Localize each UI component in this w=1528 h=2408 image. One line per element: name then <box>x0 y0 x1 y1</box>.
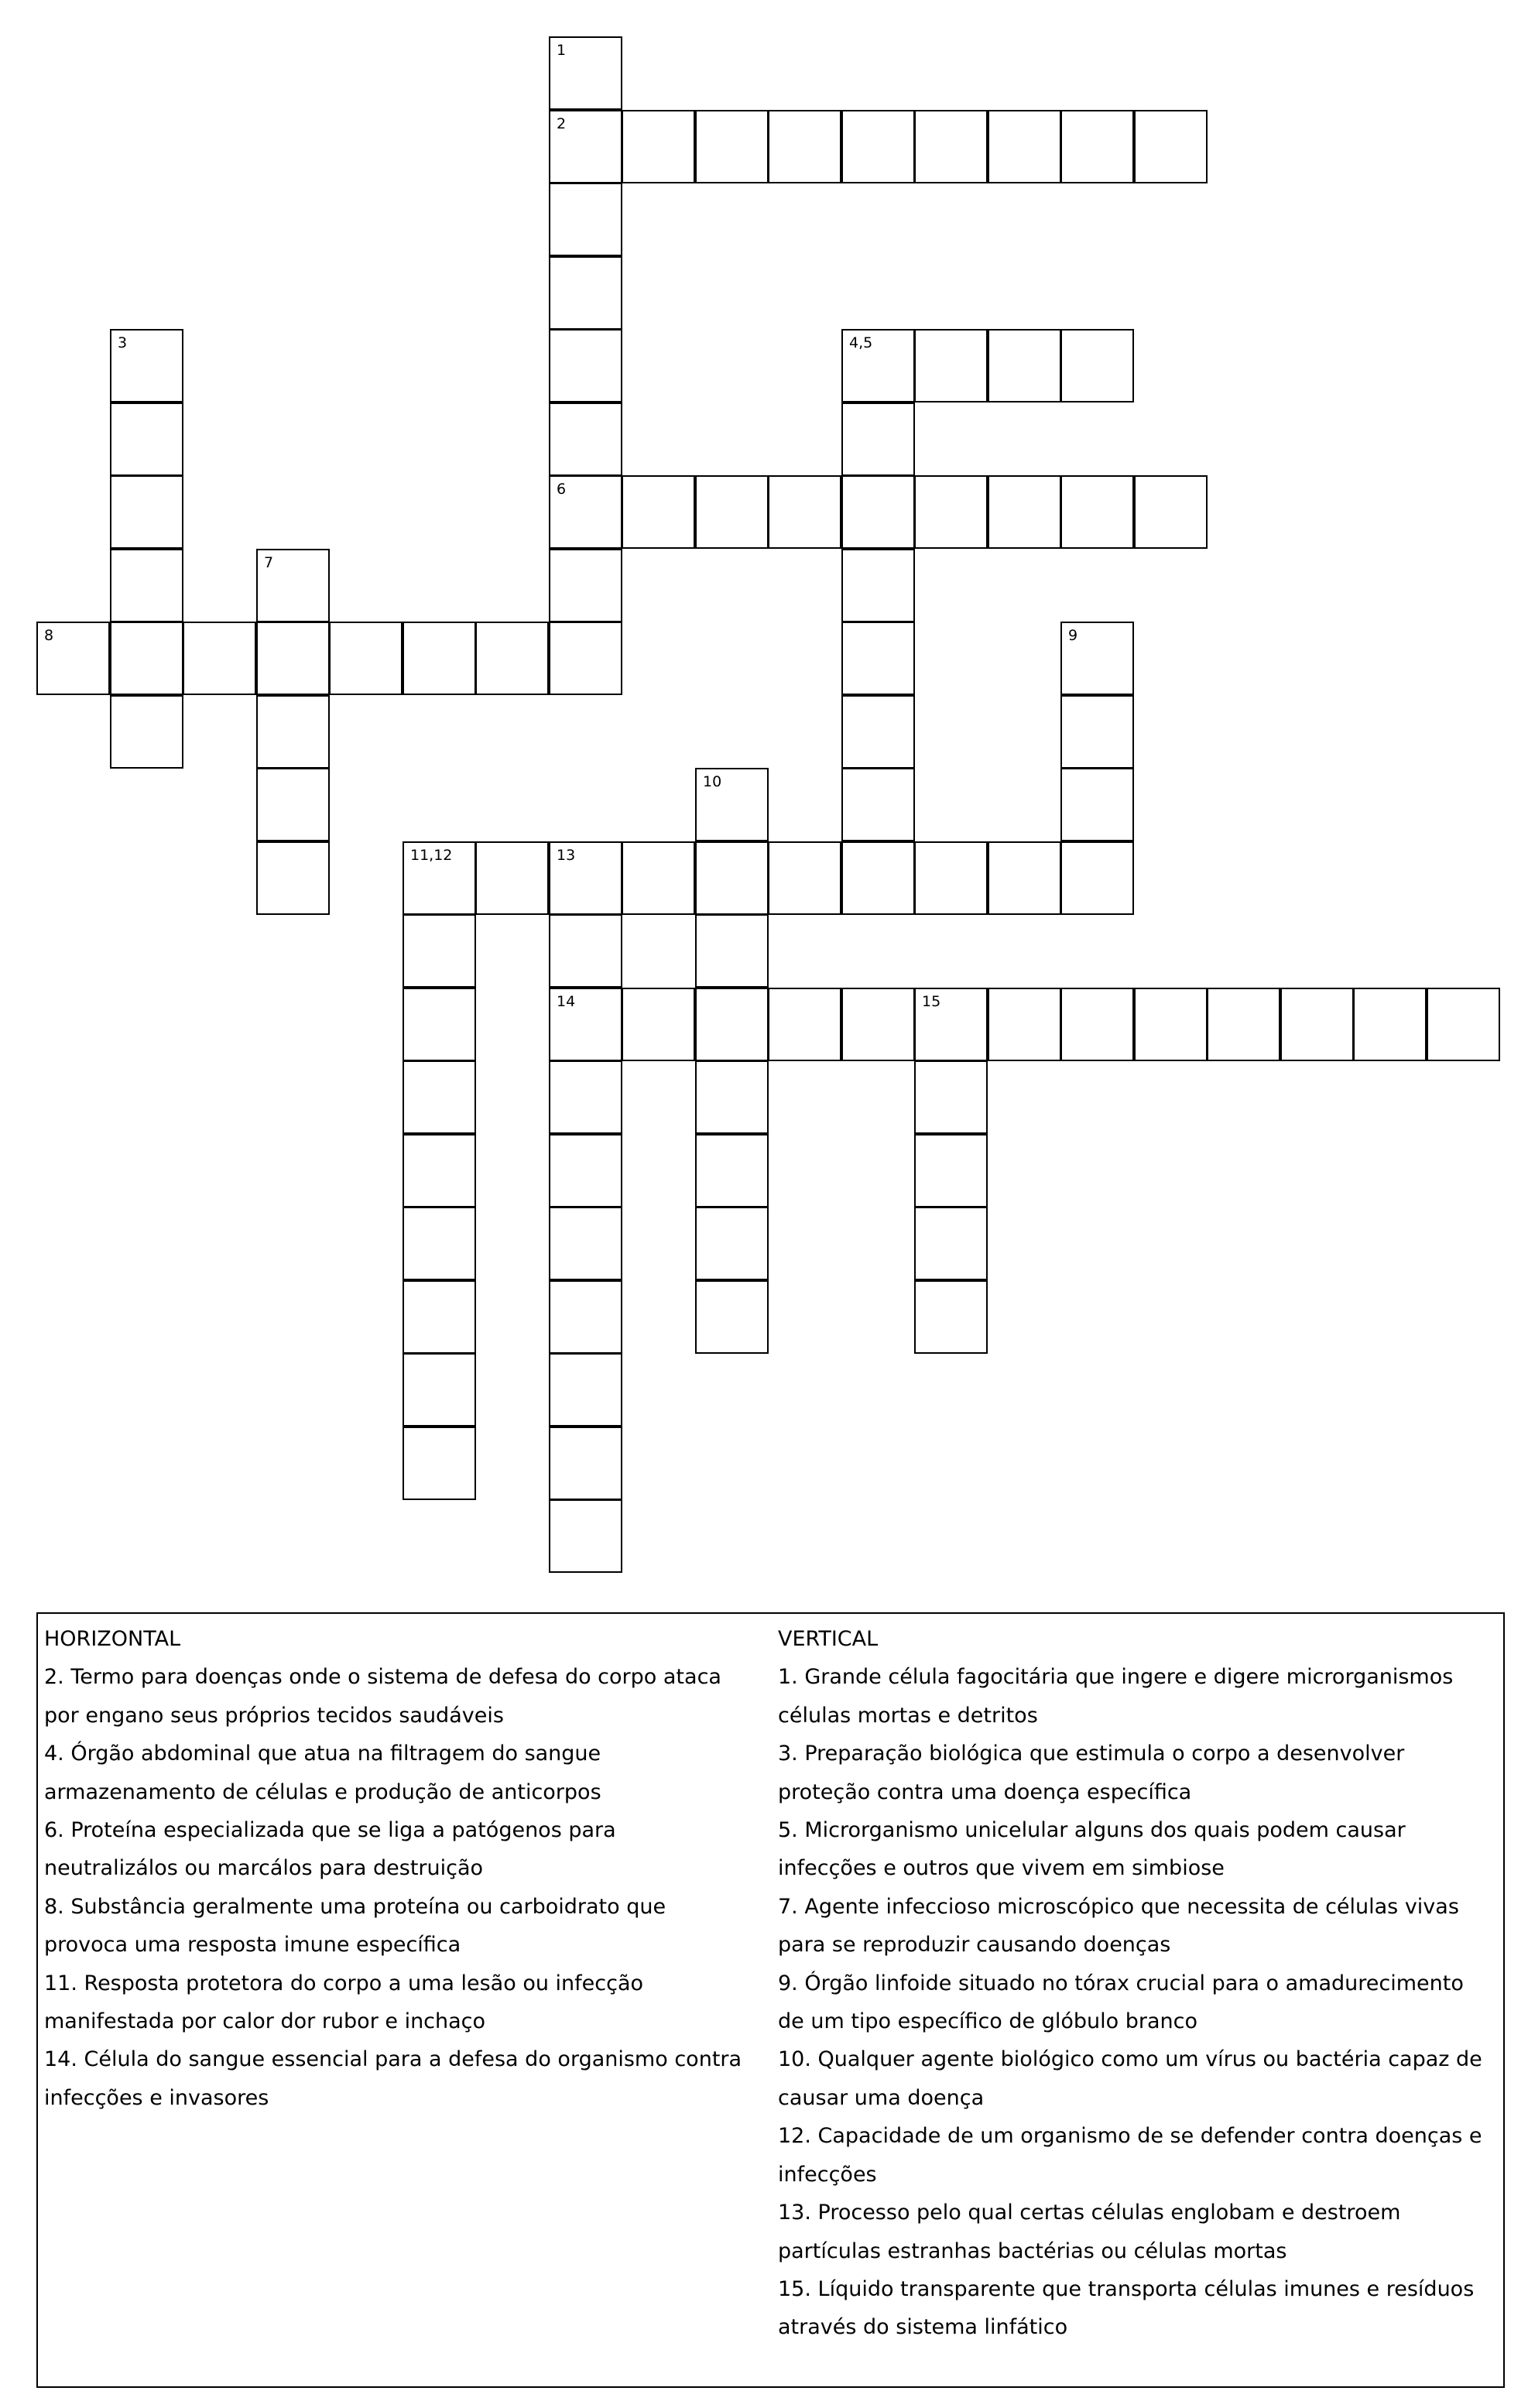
grid-cell[interactable] <box>914 475 988 549</box>
grid-cell[interactable] <box>110 622 183 695</box>
grid-cell[interactable] <box>549 36 622 110</box>
grid-cell[interactable] <box>1060 475 1134 549</box>
grid-cell[interactable] <box>695 914 769 988</box>
grid-cell[interactable] <box>914 1207 988 1280</box>
clue-number: 15 <box>922 993 941 1010</box>
vertical-clue: 10. Qualquer agente biológico como um vírus ou bactéria capaz de causar uma doença <box>778 2047 1482 2110</box>
grid-cell[interactable] <box>403 1134 476 1207</box>
clues-panel <box>36 1612 1505 2388</box>
grid-cell[interactable] <box>1060 622 1134 695</box>
grid-cell[interactable] <box>841 402 915 476</box>
grid-cell[interactable] <box>914 841 988 915</box>
grid-cell[interactable] <box>549 1060 622 1134</box>
horizontal-clue: 6. Proteína especializada que se liga a patógenos para neutralizálos ou marcálos para destruição <box>44 1818 616 1881</box>
grid-cell[interactable] <box>841 695 915 769</box>
grid-cell[interactable] <box>256 768 330 841</box>
clue-number: 4,5 <box>849 334 873 351</box>
grid-cell[interactable] <box>403 914 476 988</box>
grid-cell[interactable] <box>549 1427 622 1500</box>
grid-cell[interactable] <box>768 988 841 1061</box>
grid-cell[interactable] <box>1134 110 1208 183</box>
grid-cell[interactable] <box>914 110 988 183</box>
grid-cell[interactable] <box>36 622 110 695</box>
clue-number: 2 <box>557 115 567 132</box>
horizontal-clue: 2. Termo para doenças onde o sistema de defesa do corpo ataca por engano seus próprios tecidos saudáveis <box>44 1665 721 1728</box>
grid-cell[interactable] <box>841 475 915 549</box>
grid-cell[interactable] <box>695 1207 769 1280</box>
grid-cell[interactable] <box>1060 110 1134 183</box>
grid-cell[interactable] <box>914 1134 988 1207</box>
grid-cell[interactable] <box>475 622 549 695</box>
grid-cell[interactable] <box>841 110 915 183</box>
grid-cell[interactable] <box>403 1060 476 1134</box>
grid-cell[interactable] <box>695 110 769 183</box>
vertical-clue: 5. Microrganismo unicelular alguns dos quais podem causar infecções e outros que vivem em simbiose <box>778 1818 1406 1881</box>
grid-cell[interactable] <box>695 988 769 1061</box>
grid-cell[interactable] <box>914 988 988 1061</box>
grid-cell[interactable] <box>1134 475 1208 549</box>
vertical-clue: 7. Agente infeccioso microscópico que necessita de células vivas para se reproduzir causando doenças <box>778 1894 1459 1958</box>
grid-cell[interactable] <box>841 768 915 841</box>
grid-cell[interactable] <box>988 475 1061 549</box>
grid-cell[interactable] <box>1060 988 1134 1061</box>
grid-cell[interactable] <box>695 475 769 549</box>
clue-number: 7 <box>264 554 274 571</box>
grid-cell[interactable] <box>988 329 1061 402</box>
clue-number: 13 <box>557 847 576 864</box>
grid-cell[interactable] <box>914 1060 988 1134</box>
vertical-clue: 9. Órgão linfoide situado no tórax crucial para o amadurecimento de um tipo específico de glóbulo branco <box>778 1971 1464 2034</box>
grid-cell[interactable] <box>695 1134 769 1207</box>
vertical-clue: 15. Líquido transparente que transporta células imunes e resíduos através do sistema linfático <box>778 2276 1475 2340</box>
grid-cell[interactable] <box>256 622 330 695</box>
grid-cell[interactable] <box>1427 988 1500 1061</box>
grid-cell[interactable] <box>841 622 915 695</box>
grid-cell[interactable] <box>1280 988 1354 1061</box>
grid-cell[interactable] <box>549 841 622 915</box>
grid-cell[interactable] <box>549 988 622 1061</box>
grid-cell[interactable] <box>768 110 841 183</box>
clue-number: 1 <box>557 42 567 59</box>
grid-cell[interactable] <box>183 622 256 695</box>
grid-cell[interactable] <box>549 549 622 622</box>
grid-cell[interactable] <box>841 549 915 622</box>
clue-number: 11,12 <box>410 847 453 864</box>
grid-cell[interactable] <box>403 988 476 1061</box>
grid-cell[interactable] <box>549 402 622 476</box>
grid-cell[interactable] <box>1207 988 1280 1061</box>
grid-cell[interactable] <box>403 1207 476 1280</box>
grid-cell[interactable] <box>329 622 403 695</box>
vertical-clue: 12. Capacidade de um organismo de se defender contra doenças e infecções <box>778 2124 1482 2187</box>
grid-cell[interactable] <box>988 988 1061 1061</box>
grid-cell[interactable] <box>695 1280 769 1354</box>
grid-cell[interactable] <box>914 329 988 402</box>
clue-number: 8 <box>44 627 54 644</box>
grid-cell[interactable] <box>622 841 695 915</box>
grid-cell[interactable] <box>549 914 622 988</box>
grid-cell[interactable] <box>622 475 695 549</box>
grid-cell[interactable] <box>695 768 769 841</box>
horizontal-clue: 8. Substância geralmente uma proteína ou carboidrato que provoca uma resposta imune específica <box>44 1894 666 1958</box>
vertical-heading: VERTICAL <box>778 1627 879 1651</box>
grid-cell[interactable] <box>110 549 183 622</box>
grid-cell[interactable] <box>403 622 476 695</box>
grid-cell[interactable] <box>256 841 330 915</box>
grid-cell[interactable] <box>841 329 915 402</box>
grid-cell[interactable] <box>1060 841 1134 915</box>
vertical-clue: 13. Processo pelo qual certas células englobam e destroem partículas estranhas bactérias ou células mortas <box>778 2201 1401 2263</box>
vertical-clue: 1. Grande célula fagocitária que ingere e digere microrganismos células mortas e detritos <box>778 1665 1454 1728</box>
grid-cell[interactable] <box>914 1280 988 1354</box>
horizontal-clue: 14. Célula do sangue essencial para a defesa do organismo contra infecções e invasores <box>44 2047 742 2110</box>
grid-cell[interactable] <box>403 841 476 915</box>
grid-cell[interactable] <box>256 549 330 622</box>
grid-cell[interactable] <box>988 841 1061 915</box>
grid-cell[interactable] <box>695 841 769 915</box>
vertical-clues <box>778 1620 1482 2347</box>
grid-cell[interactable] <box>549 1353 622 1427</box>
horizontal-clue: 11. Resposta protetora do corpo a uma lesão ou infecção manifestada por calor dor rubor e inchaço <box>44 1971 644 2034</box>
horizontal-clue: 4. Órgão abdominal que atua na filtragem do sangue armazenamento de células e produção de anticorpos <box>44 1742 601 1804</box>
grid-cell[interactable] <box>110 329 183 402</box>
grid-cell[interactable] <box>403 1427 476 1500</box>
grid-cell[interactable] <box>403 1280 476 1354</box>
grid-cell[interactable] <box>549 256 622 330</box>
grid-cell[interactable] <box>1134 988 1208 1061</box>
grid-cell[interactable] <box>841 841 915 915</box>
horizontal-heading: HORIZONTAL <box>44 1627 181 1651</box>
grid-cell[interactable] <box>475 841 549 915</box>
grid-cell[interactable] <box>549 183 622 256</box>
grid-cell[interactable] <box>549 622 622 695</box>
grid-cell[interactable] <box>622 110 695 183</box>
grid-cell[interactable] <box>549 1499 622 1573</box>
grid-cell[interactable] <box>988 110 1061 183</box>
grid-cell[interactable] <box>549 110 622 183</box>
grid-cell[interactable] <box>1060 768 1134 841</box>
grid-cell[interactable] <box>549 329 622 402</box>
grid-cell[interactable] <box>549 1134 622 1207</box>
grid-cell[interactable] <box>1060 329 1134 402</box>
grid-cell[interactable] <box>622 988 695 1061</box>
vertical-clue: 3. Preparação biológica que estimula o corpo a desenvolver proteção contra uma doença específica <box>778 1742 1405 1804</box>
clue-number: 10 <box>703 773 722 790</box>
grid-cell[interactable] <box>549 1280 622 1354</box>
grid-cell[interactable] <box>110 475 183 549</box>
grid-cell[interactable] <box>110 402 183 476</box>
grid-cell[interactable] <box>549 1207 622 1280</box>
grid-cell[interactable] <box>1353 988 1427 1061</box>
clue-number: 6 <box>557 481 567 498</box>
clue-number: 9 <box>1068 627 1078 644</box>
clue-number: 3 <box>118 334 128 351</box>
grid-cell[interactable] <box>403 1353 476 1427</box>
grid-cell[interactable] <box>768 841 841 915</box>
clue-number: 14 <box>557 993 576 1010</box>
grid-cell[interactable] <box>841 988 915 1061</box>
grid-cell[interactable] <box>256 695 330 769</box>
horizontal-clues <box>44 1620 749 2117</box>
grid-cell[interactable] <box>695 1060 769 1134</box>
grid-cell[interactable] <box>549 475 622 549</box>
grid-cell[interactable] <box>110 695 183 769</box>
grid-cell[interactable] <box>768 475 841 549</box>
grid-cell[interactable] <box>1060 695 1134 769</box>
